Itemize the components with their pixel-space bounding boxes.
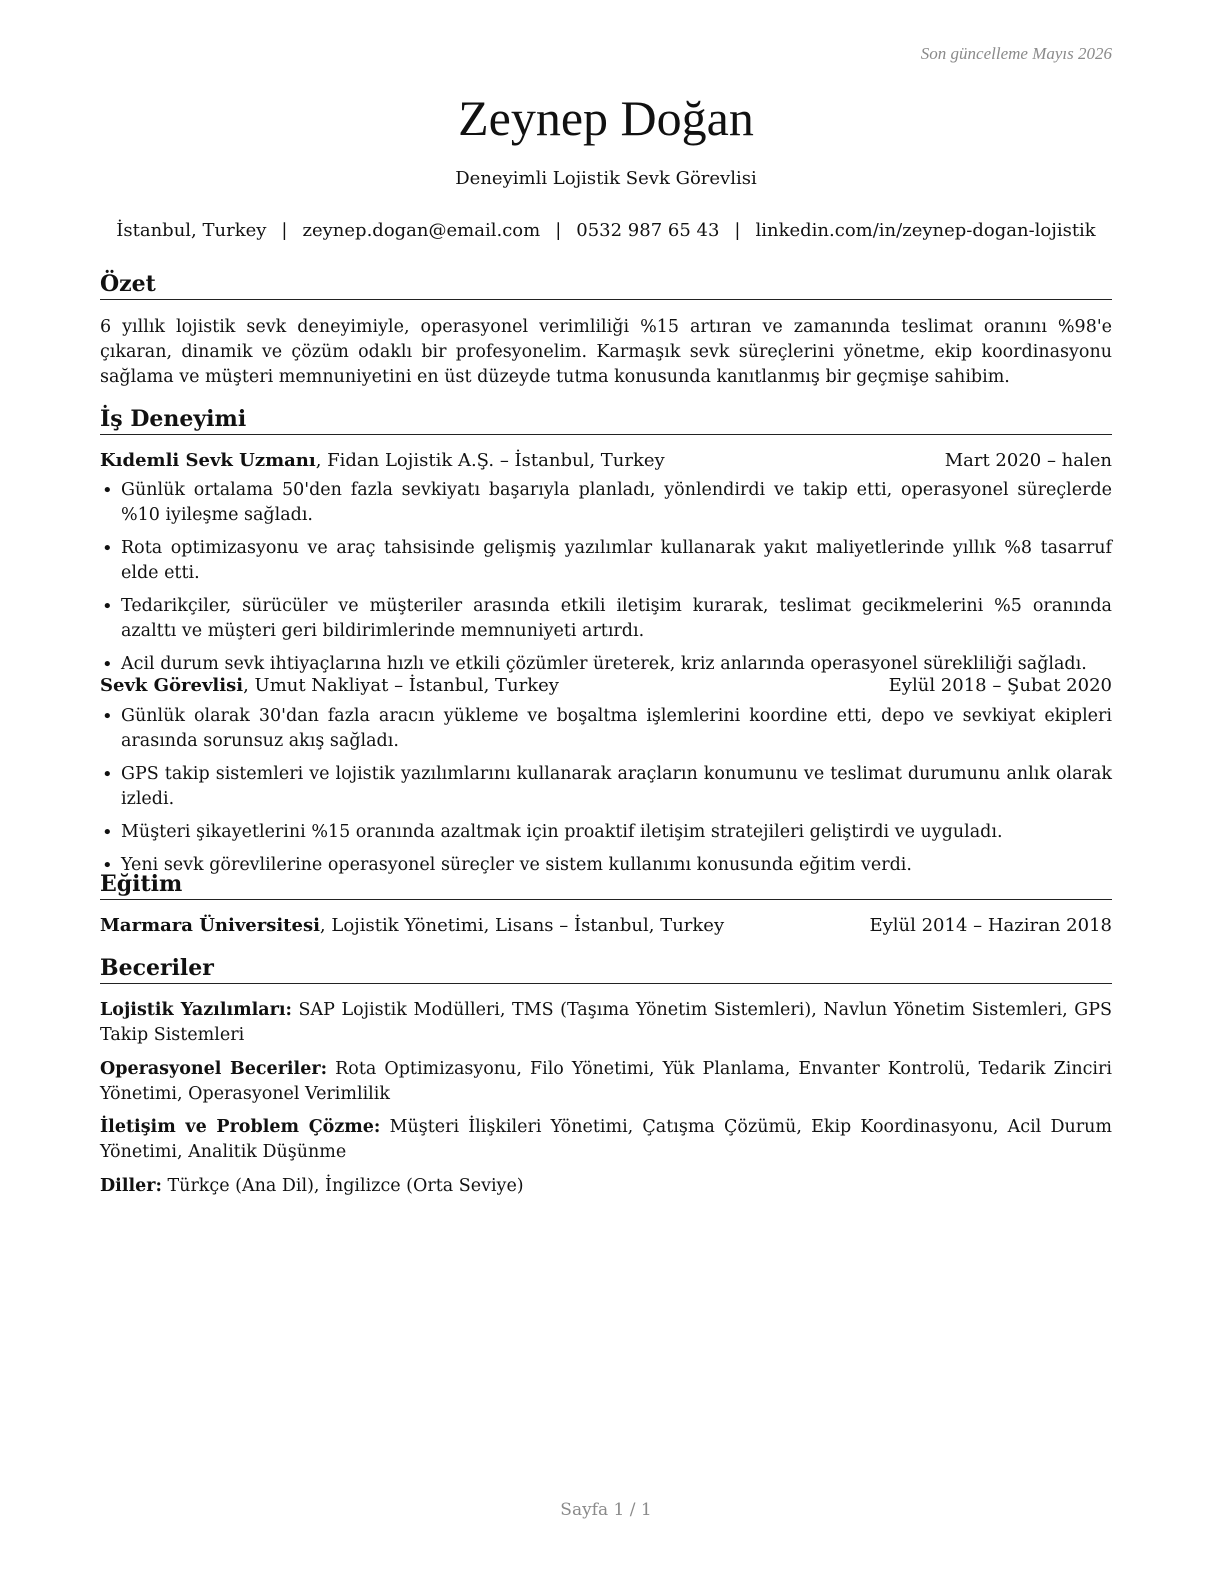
resume-page — [100, 0, 1112, 1584]
job-bullet: • Tedarikçiler, sürücüler ve müşteriler arasında etkili iletişim kurarak, teslimat gecikmelerini %5 oranında azalttı ve müşteri geri bildirimlerinde memnuniyeti artırdı. — [100, 594, 1112, 644]
job-bullets — [100, 704, 1112, 886]
skill-item — [100, 1057, 1112, 1107]
contact-separator: | — [281, 220, 288, 241]
skill-item — [100, 1174, 1112, 1199]
summary-text: 6 yıllık lojistik sevk deneyimiyle, operasyonel verimliliği %15 artıran ve zamanında teslimat oranını %98'e çıkaran, dinamik ve çözüm odaklı bir profesyonelim. Karmaşık sevk süreçlerini yönetme, ekip koordinasyonu sağlama ve müşteri memnuniyetini en üst düzeyde tutma konusunda kanıtlanmış bir geçmişe sahibim. — [100, 317, 1112, 387]
skill-label: Diller: — [100, 1176, 162, 1196]
skill-value: Müşteri İlişkileri Yönetimi, Çatışma Çözümü, Ekip Koordinasyonu, Acil Durum Yönetimi, Analitik Düşünme — [100, 1117, 1112, 1162]
contact-email[interactable]: zeynep.dogan@email.com — [302, 220, 541, 241]
skill-label: İletişim ve Problem Çözme: — [100, 1117, 381, 1137]
job-org: , Umut Nakliyat – İstanbul, Turkey — [243, 675, 559, 696]
job-bullet: • Günlük olarak 30'dan fazla aracın yükleme ve boşaltma işlemlerini koordine etti, depo ve sevkiyat ekipleri arasında sorunsuz akış sağladı. — [100, 704, 1112, 754]
education-entry — [100, 913, 1112, 939]
job-bullet: • Yeni sevk görevlilerine operasyonel süreçler ve sistem kullanımı konusunda eğitim verdi. — [100, 853, 1112, 878]
last-updated: Son güncelleme Mayıs 2026 — [920, 44, 1112, 63]
contact-separator: | — [555, 220, 562, 241]
education-detail: , Lojistik Yönetimi, Lisans – İstanbul, Turkey — [319, 915, 725, 936]
skill-item — [100, 998, 1112, 1048]
skill-value: Türkçe (Ana Dil), İngilizce (Orta Seviye) — [161, 1176, 524, 1196]
contact-location: İstanbul, Turkey — [116, 220, 267, 241]
job-bullet: • Günlük ortalama 50'den fazla sevkiyatı başarıyla planladı, yönlendirdi ve takip etti, operasyonel süreçlerde %10 iyileşme sağladı. — [100, 478, 1112, 528]
skill-label: Operasyonel Beceriler: — [100, 1059, 328, 1079]
section-heading-education: Eğitim — [100, 870, 1112, 900]
job-bullet: • Müşteri şikayetlerini %15 oranında azaltmak için proaktif iletişim stratejileri geliştirdi ve uyguladı. — [100, 820, 1112, 845]
job-header — [100, 673, 1112, 699]
page-number: Sayfa 1 / 1 — [560, 1500, 652, 1520]
contact-phone[interactable]: 0532 987 65 43 — [576, 220, 720, 241]
skill-value: Rota Optimizasyonu, Filo Yönetimi, Yük Planlama, Envanter Kontrolü, Tedarik Zinciri Yönetimi, Operasyonel Verimlilik — [100, 1059, 1112, 1104]
job-header — [100, 448, 1112, 474]
skill-value: SAP Lojistik Modülleri, TMS (Taşıma Yönetim Sistemleri), Navlun Yönetim Sistemleri, GPS Takip Sistemleri — [100, 1000, 1112, 1045]
job-role-line — [100, 673, 559, 699]
skill-label: Lojistik Yazılımları: — [100, 1000, 292, 1020]
job-bullets — [100, 478, 1112, 685]
candidate-title: Deneyimli Lojistik Sevk Görevlisi — [455, 168, 757, 189]
candidate-name: Zeynep Doğan — [458, 90, 754, 146]
job-role: Kıdemli Sevk Uzmanı — [100, 450, 316, 471]
section-heading-experience: İş Deneyimi — [100, 405, 1112, 435]
job-bullet: • Rota optimizasyonu ve araç tahsisinde gelişmiş yazılımlar kullanarak yakıt maliyetlerinde yıllık %8 tasarruf elde etti. — [100, 536, 1112, 586]
section-heading-summary: Özet — [100, 270, 1112, 300]
education-school: Marmara Üniversitesi — [100, 915, 320, 936]
contact-linkedin[interactable]: linkedin.com/in/zeynep-dogan-lojistik — [755, 220, 1096, 241]
skill-item — [100, 1115, 1112, 1165]
job-role-line — [100, 448, 665, 474]
education-line — [100, 913, 724, 939]
contact-line — [100, 218, 1112, 244]
job-org: , Fidan Lojistik A.Ş. – İstanbul, Turkey — [315, 450, 665, 471]
job-dates: Mart 2020 – halen — [944, 450, 1112, 471]
education-dates: Eylül 2014 – Haziran 2018 — [869, 915, 1112, 936]
contact-separator: | — [734, 220, 741, 241]
job-role: Sevk Görevlisi — [100, 675, 244, 696]
job-bullet: • Acil durum sevk ihtiyaçlarına hızlı ve etkili çözümler üreterek, kriz anlarında operasyonel sürekliliği sağladı. — [100, 652, 1112, 677]
section-heading-skills: Beceriler — [100, 954, 1112, 984]
job-dates: Eylül 2018 – Şubat 2020 — [888, 675, 1112, 696]
job-bullet: • GPS takip sistemleri ve lojistik yazılımlarını kullanarak araçların konumunu ve teslimat durumunu anlık olarak izledi. — [100, 762, 1112, 812]
